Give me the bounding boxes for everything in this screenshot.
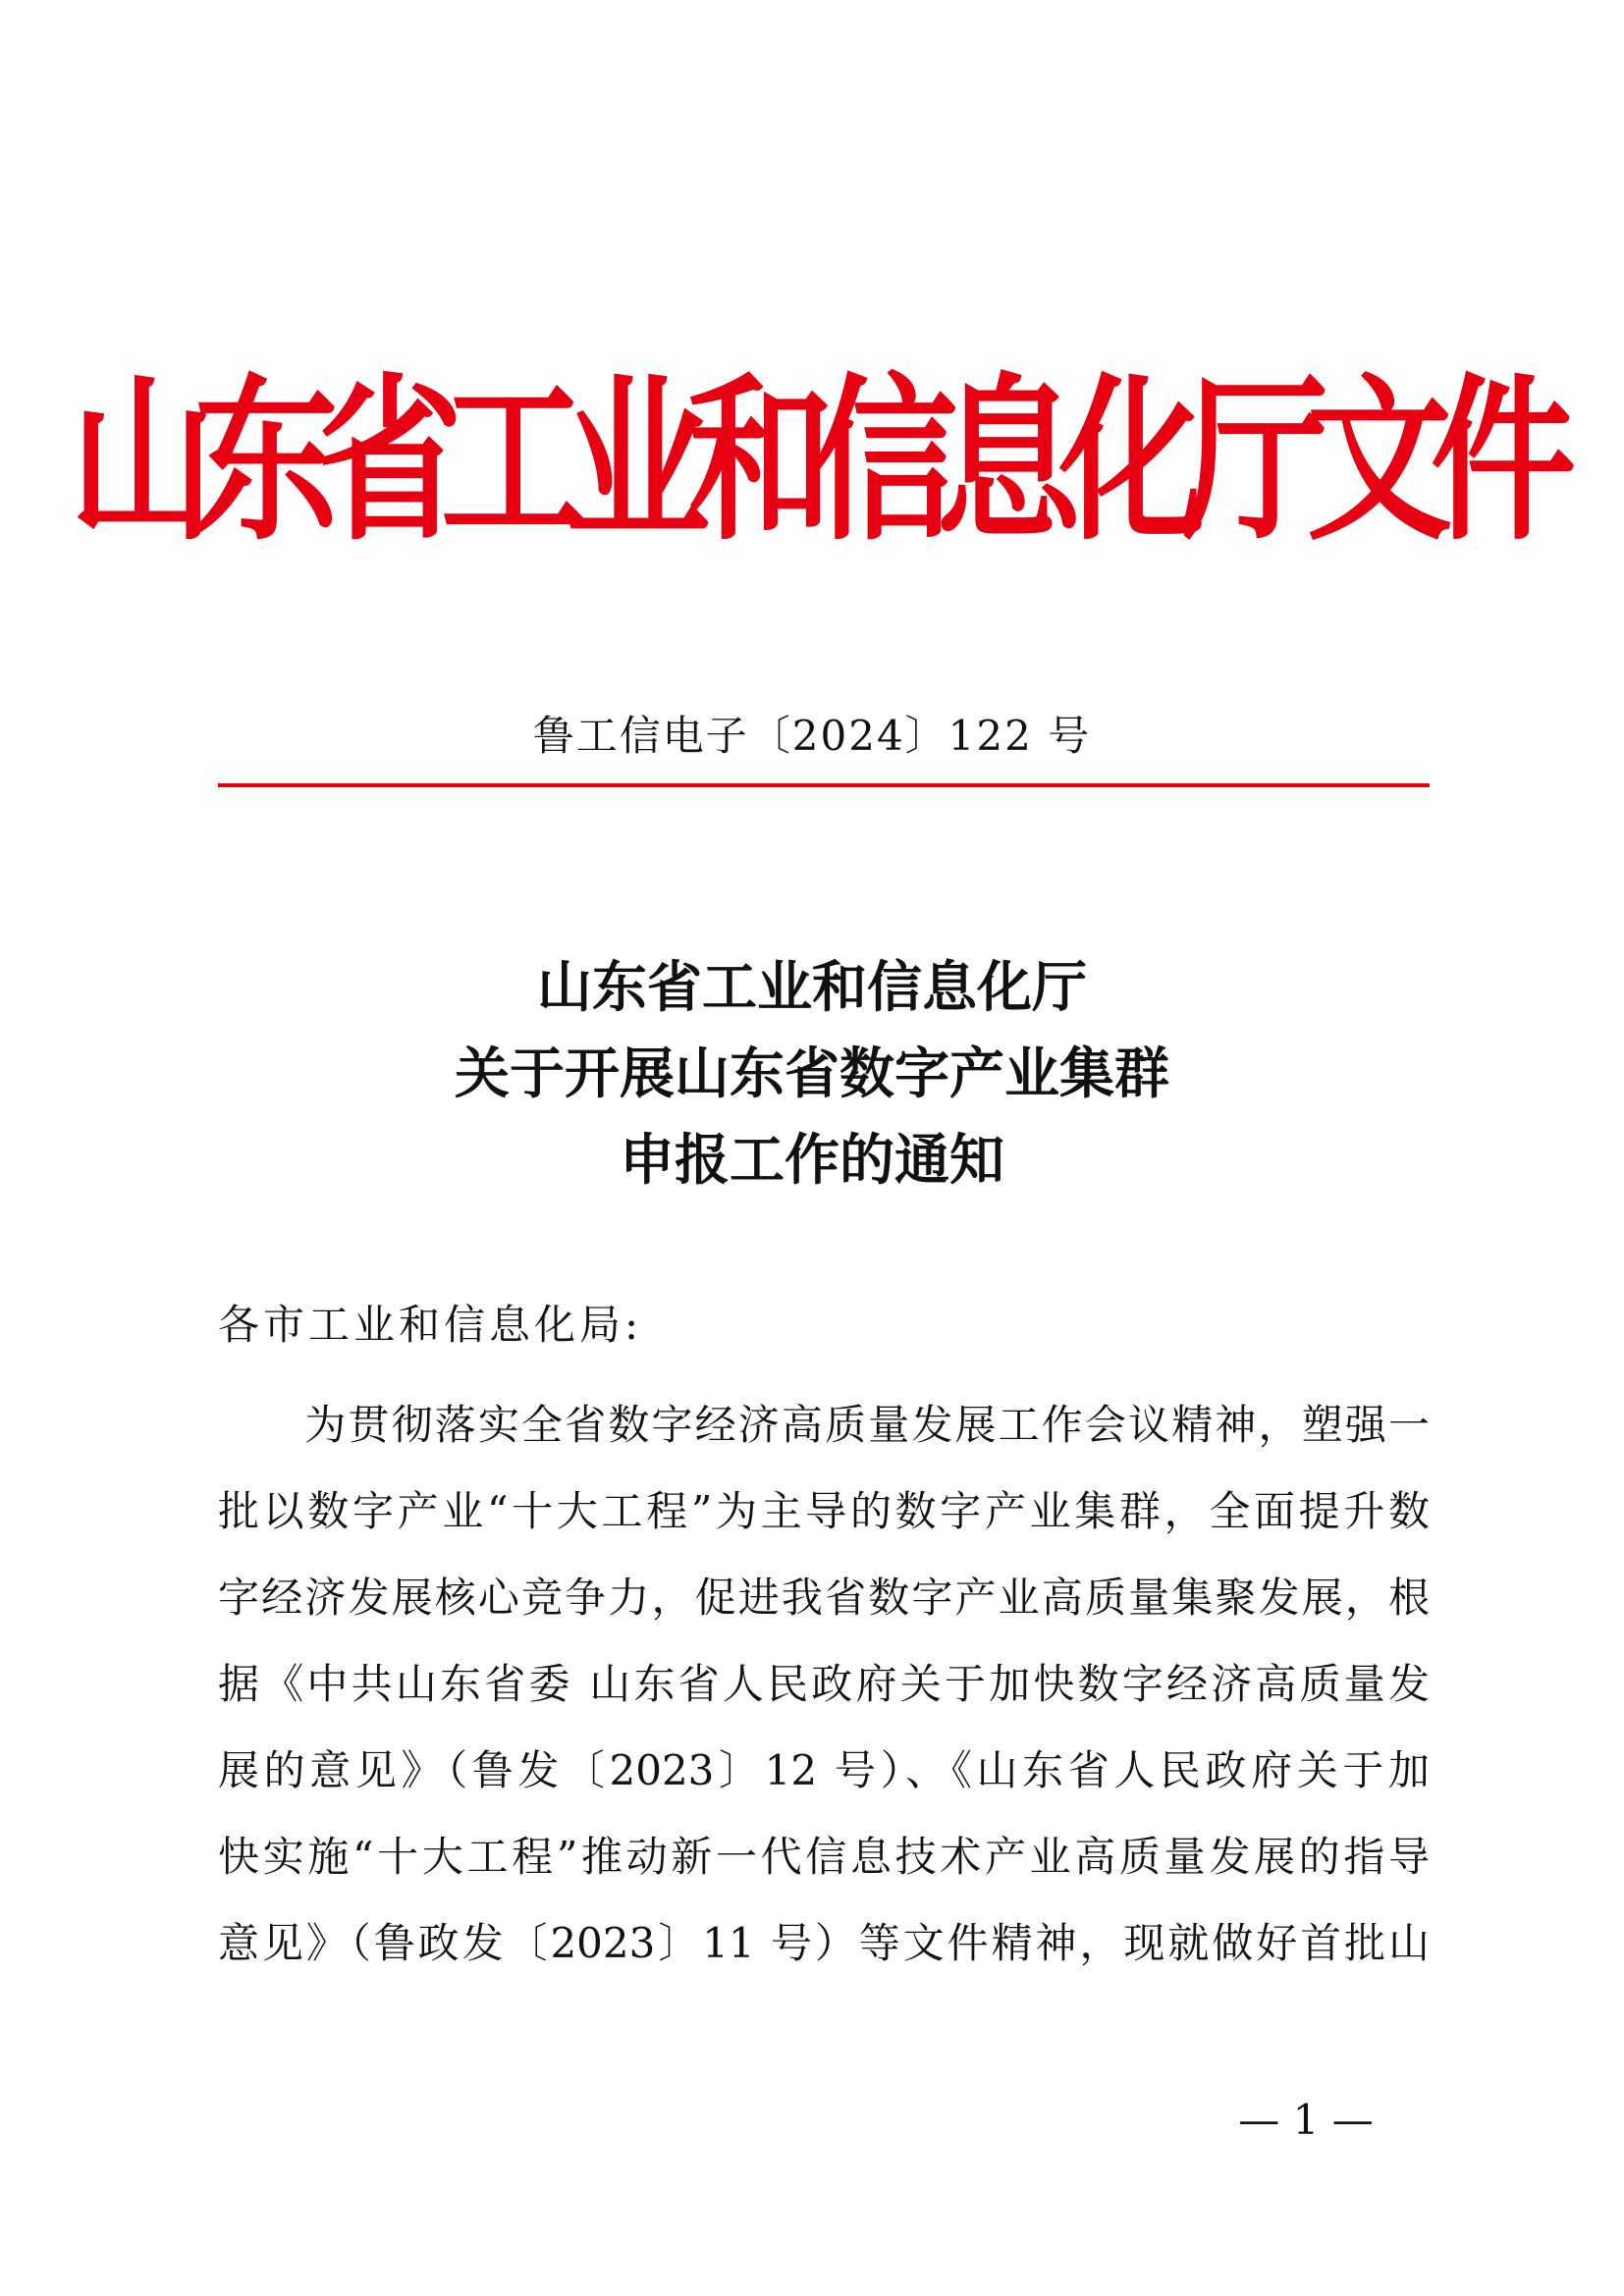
document-title	[0, 944, 1624, 1203]
body-line: 意见》（鲁政发〔2023〕11 号）等文件精神，现就做好首批山	[218, 1919, 1430, 1967]
body-line: 展的意见》（鲁发〔2023〕12 号）、《山东省人民政府关于加	[218, 1746, 1430, 1794]
page-number: — 1 —	[1238, 2096, 1374, 2144]
body-line: 批以数字产业“十大工程”为主导的数字产业集群，全面提升数	[218, 1487, 1430, 1535]
document-number: 鲁工信电子〔2024〕122 号	[532, 712, 1092, 760]
title-line-2: 关于开展山东省数字产业集群	[455, 1041, 1169, 1106]
body-line: 据《中共山东省委 山东省人民政府关于加快数字经济高质量发	[218, 1660, 1430, 1708]
salutation: 各市工业和信息化局:	[218, 1301, 643, 1349]
title-line-3: 申报工作的通知	[620, 1128, 1004, 1193]
title-line-1: 山东省工业和信息化厅	[537, 955, 1087, 1020]
masthead-title: 山东省工业和信息化厅文件	[70, 355, 1554, 564]
body-paragraph	[218, 1382, 1430, 1987]
body-line: 快实施“十大工程”推动新一代信息技术产业高质量发展的指导	[218, 1833, 1430, 1881]
body-line: 字经济发展核心竞争力，促进我省数字产业高质量集聚发展，根	[218, 1574, 1430, 1622]
red-divider-line	[218, 783, 1430, 787]
body-line: 为贯彻落实全省数字经济高质量发展工作会议精神，塑强一	[218, 1401, 1430, 1449]
